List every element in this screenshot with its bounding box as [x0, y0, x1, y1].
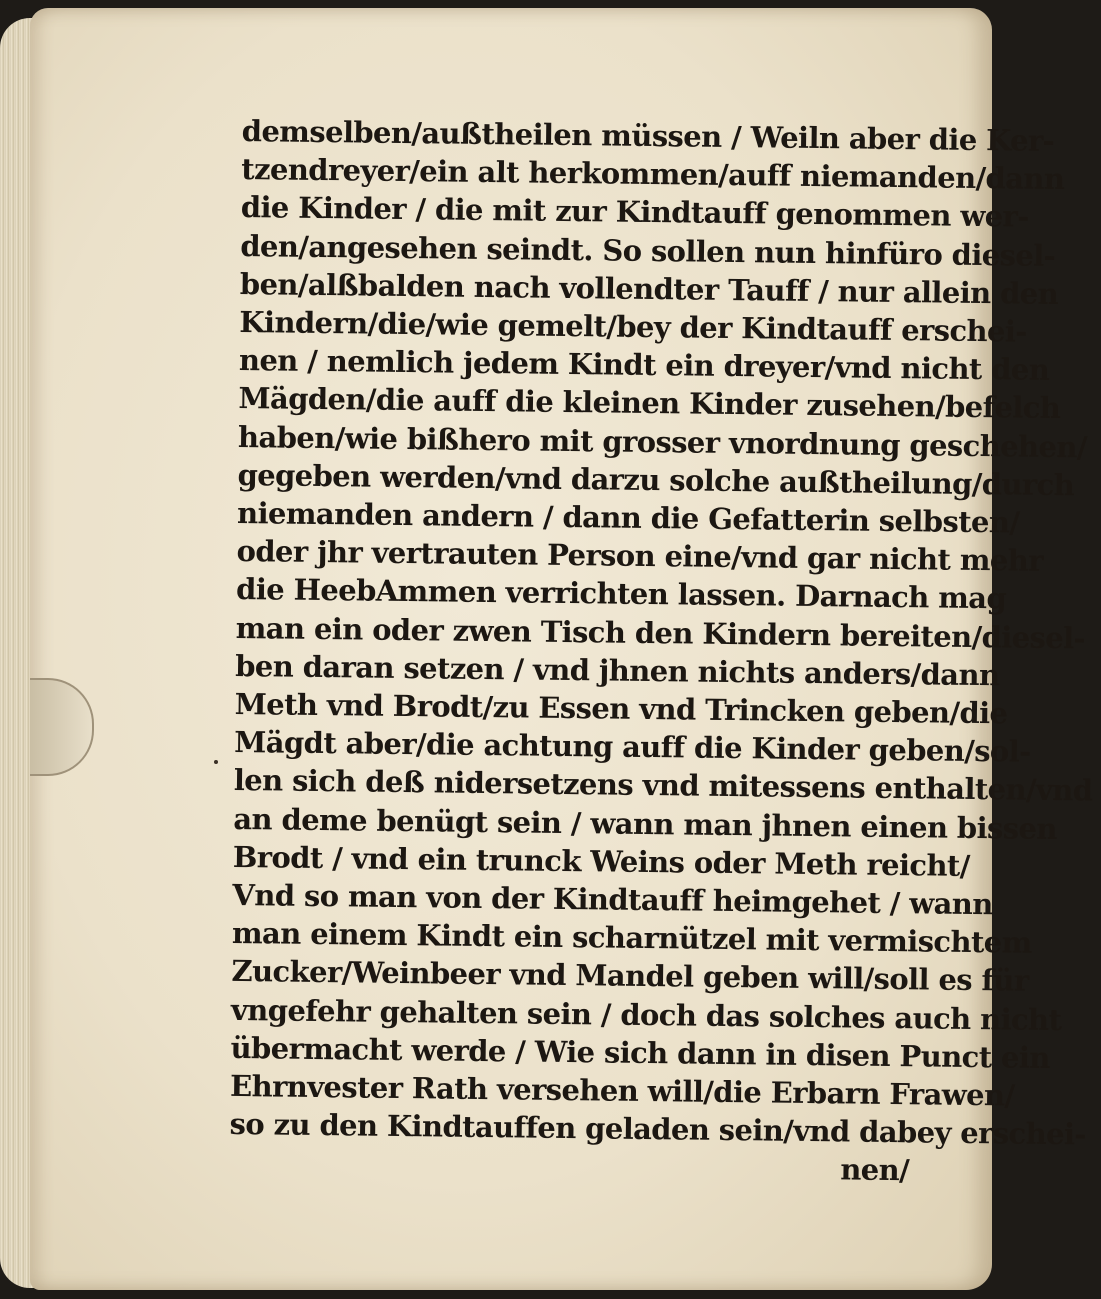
catchword: nen/	[840, 1152, 910, 1188]
text-line: an deme benügt sein / wann man jhnen einen bissen	[233, 801, 1058, 846]
ink-speck	[214, 760, 218, 764]
text-line: den/angesehen seindt. So sollen nun hinfüro diesel-	[240, 228, 1056, 273]
text-line: übermacht werde / Wie sich dann in disen Punct ein	[230, 1030, 1050, 1075]
page-text-block	[229, 112, 1093, 1190]
text-line: man einem Kindt ein scharnützel mit vermischtem	[231, 916, 1032, 960]
text-line: haben/wie bißhero mit grosser vnordnung geschehen/	[237, 419, 1088, 464]
page-tab-marker	[30, 678, 94, 776]
text-line: die Kinder / die mit zur Kindtauff genommen wer-	[240, 190, 1029, 235]
text-line: Mägden/die auff die kleinen Kinder zusehen/befelch	[238, 381, 1061, 426]
text-line: oder jhr vertrauten Person eine/vnd gar nicht mehr	[236, 534, 1044, 579]
text-line: Meth vnd Brodt/zu Essen vnd Trincken geben/die	[234, 687, 1008, 731]
text-line: niemanden andern / dann die Gefatterin selbsten/	[236, 496, 1020, 540]
text-line: len sich deß nidersetzens vnd mitessens enthalten/vnd	[233, 763, 1093, 808]
text-line: ben daran setzen / vnd jhnen nichts anders/dann	[235, 648, 1000, 693]
text-line: Brodt / vnd ein trunck Weins oder Meth reicht/	[232, 839, 970, 883]
text-line: demselben/außtheilen müssen / Weiln aber die Ker-	[241, 113, 1055, 158]
text-line: Vnd so man von der Kindtauff heimgehet / wann	[232, 878, 993, 922]
text-line: Kindern/die/wie gemelt/bey der Kindtauff erschei-	[239, 305, 1027, 349]
text-line: gegeben werden/vnd darzu solche außtheilung/durch	[237, 457, 1075, 503]
text-line: ben/alßbalden nach vollendter Tauff / nur allein den	[239, 266, 1059, 311]
text-line: nen / nemlich jedem Kindt ein dreyer/vnd nicht den	[238, 343, 1050, 388]
text-line: Ehrnvester Rath versehen will/die Erbarn Frawen/	[229, 1069, 1015, 1113]
text-line: so zu den Kindtauffen geladen sein/vnd dabey erschei-	[229, 1107, 1087, 1152]
text-line: Zucker/Weinbeer vnd Mandel geben will/soll es für	[231, 954, 1029, 999]
text-line: die HeebAmmen verrichten lassen. Darnach mag	[235, 572, 1007, 616]
text-line: tzendreyer/ein alt herkommen/auff niemanden/dann	[241, 152, 1065, 197]
text-line: man ein oder zwen Tisch den Kindern bereiten/diesel-	[235, 610, 1086, 655]
text-line: vngefehr gehalten sein / doch das solches auch nicht	[230, 992, 1062, 1037]
text-line: Mägdt aber/die achtung auff die Kinder geben/sol-	[234, 725, 1031, 769]
